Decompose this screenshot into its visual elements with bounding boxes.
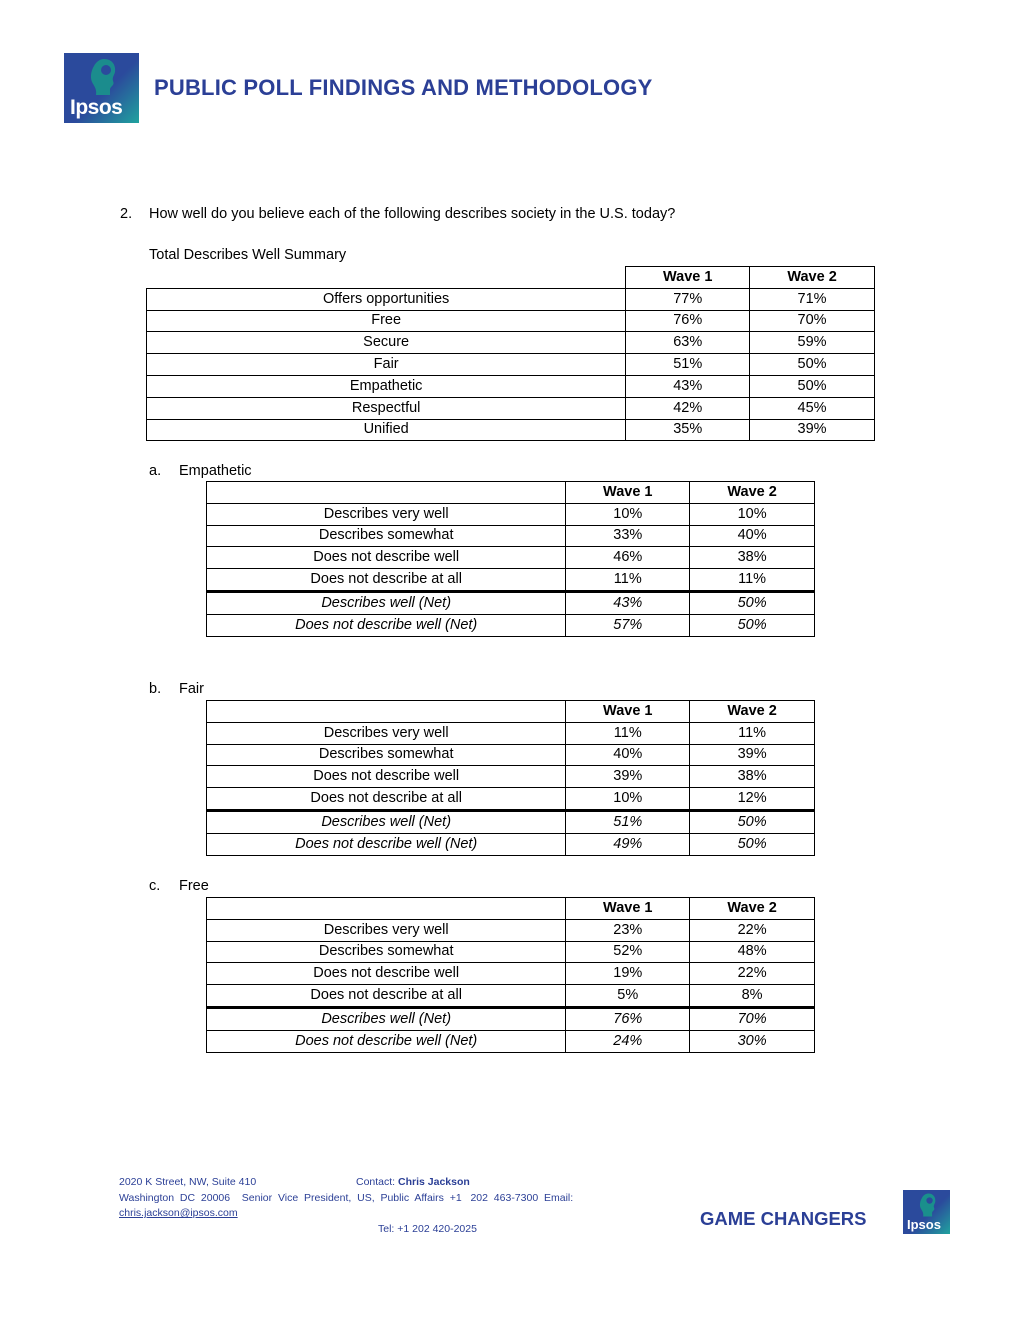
cell-wave2: 59% bbox=[750, 332, 875, 354]
column-header: Wave 1 bbox=[626, 267, 750, 289]
cell-wave1: 46% bbox=[566, 547, 690, 569]
blank-header-cell bbox=[207, 701, 566, 723]
cell-wave1: 11% bbox=[566, 569, 690, 592]
cell-wave1: 10% bbox=[566, 503, 690, 525]
cell-wave2: 50% bbox=[690, 833, 815, 855]
row-label: Describes very well bbox=[207, 919, 566, 941]
row-label: Empathetic bbox=[147, 375, 626, 397]
blank-header-cell bbox=[207, 898, 566, 920]
column-header: Wave 1 bbox=[566, 898, 690, 920]
net-row bbox=[207, 1030, 815, 1052]
section-title: Fair bbox=[179, 681, 204, 697]
footer-tel: Tel: +1 202 420-2025 bbox=[378, 1223, 477, 1235]
row-label: Does not describe well bbox=[207, 547, 566, 569]
table-row bbox=[207, 569, 815, 592]
blank-header-cell bbox=[147, 267, 626, 289]
cell-wave2: 50% bbox=[750, 354, 875, 376]
cell-wave2: 30% bbox=[690, 1030, 815, 1052]
cell-wave1: 24% bbox=[566, 1030, 690, 1052]
summary-caption: Total Describes Well Summary bbox=[149, 247, 347, 263]
section-letter: c. bbox=[149, 878, 161, 894]
contact-label: Contact: bbox=[356, 1176, 396, 1188]
cell-wave2: 71% bbox=[750, 288, 875, 310]
cell-wave2: 50% bbox=[690, 810, 815, 833]
cell-wave2: 39% bbox=[690, 744, 815, 766]
section-letter: a. bbox=[149, 463, 162, 479]
row-label: Respectful bbox=[147, 397, 626, 419]
table-row bbox=[147, 419, 875, 441]
cell-wave1: 39% bbox=[566, 766, 690, 788]
cell-wave2: 70% bbox=[690, 1007, 815, 1030]
cell-wave2: 50% bbox=[690, 591, 815, 614]
table-row bbox=[207, 919, 815, 941]
section-title: Empathetic bbox=[179, 463, 252, 479]
row-label: Describes somewhat bbox=[207, 744, 566, 766]
table-row bbox=[207, 722, 815, 744]
table-row bbox=[147, 354, 875, 376]
net-row bbox=[207, 591, 815, 614]
table-row bbox=[147, 375, 875, 397]
cell-wave1: 42% bbox=[626, 397, 750, 419]
row-label: Describes very well bbox=[207, 503, 566, 525]
cell-wave2: 50% bbox=[750, 375, 875, 397]
footer-address-line1: 2020 K Street, NW, Suite 410 bbox=[119, 1176, 257, 1188]
contact-name: Chris Jackson bbox=[398, 1176, 470, 1188]
table-row bbox=[147, 397, 875, 419]
table-row bbox=[207, 788, 815, 811]
section-letter: b. bbox=[149, 681, 162, 697]
row-label: Fair bbox=[147, 354, 626, 376]
email-link[interactable]: chris.jackson@ipsos.com bbox=[119, 1207, 238, 1219]
row-label: Describes somewhat bbox=[207, 941, 566, 963]
question-number: 2. bbox=[120, 206, 133, 222]
table-row bbox=[147, 288, 875, 310]
table-header-row bbox=[207, 898, 815, 920]
page-title: PUBLIC POLL FINDINGS AND METHODOLOGY bbox=[154, 75, 653, 100]
section-c-caption bbox=[149, 878, 209, 894]
section-b-caption bbox=[149, 681, 204, 697]
cell-wave1: 63% bbox=[626, 332, 750, 354]
table-row bbox=[207, 985, 815, 1008]
cell-wave1: 23% bbox=[566, 919, 690, 941]
cell-wave1: 10% bbox=[566, 788, 690, 811]
cell-wave1: 43% bbox=[626, 375, 750, 397]
cell-wave1: 52% bbox=[566, 941, 690, 963]
section-title: Free bbox=[179, 878, 209, 894]
cell-wave1: 76% bbox=[566, 1007, 690, 1030]
column-header: Wave 2 bbox=[690, 482, 815, 504]
cell-wave1: 51% bbox=[566, 810, 690, 833]
table-row bbox=[207, 503, 815, 525]
row-label: Unified bbox=[147, 419, 626, 441]
ipsos-logo bbox=[64, 53, 139, 123]
net-row bbox=[207, 614, 815, 636]
summary-table bbox=[146, 266, 875, 441]
cell-wave2: 11% bbox=[690, 722, 815, 744]
cell-wave2: 38% bbox=[690, 547, 815, 569]
row-label: Does not describe well (Net) bbox=[207, 833, 566, 855]
column-header: Wave 2 bbox=[690, 898, 815, 920]
cell-wave2: 40% bbox=[690, 525, 815, 547]
table-row bbox=[207, 744, 815, 766]
row-label: Does not describe at all bbox=[207, 985, 566, 1008]
cell-wave2: 70% bbox=[750, 310, 875, 332]
row-label: Does not describe well (Net) bbox=[207, 614, 566, 636]
section-c-table bbox=[206, 897, 815, 1053]
cell-wave2: 38% bbox=[690, 766, 815, 788]
cell-wave2: 50% bbox=[690, 614, 815, 636]
row-label: Describes somewhat bbox=[207, 525, 566, 547]
section-b-table bbox=[206, 700, 815, 856]
row-label: Offers opportunities bbox=[147, 288, 626, 310]
cell-wave1: 19% bbox=[566, 963, 690, 985]
cell-wave1: 76% bbox=[626, 310, 750, 332]
table-row bbox=[207, 766, 815, 788]
cell-wave1: 35% bbox=[626, 419, 750, 441]
row-label: Does not describe at all bbox=[207, 788, 566, 811]
logo-wordmark: Ipsos bbox=[907, 1217, 941, 1232]
column-header: Wave 1 bbox=[566, 482, 690, 504]
row-label: Does not describe well bbox=[207, 766, 566, 788]
row-label: Does not describe at all bbox=[207, 569, 566, 592]
net-row bbox=[207, 1007, 815, 1030]
row-label: Free bbox=[147, 310, 626, 332]
cell-wave2: 12% bbox=[690, 788, 815, 811]
cell-wave1: 51% bbox=[626, 354, 750, 376]
net-row bbox=[207, 810, 815, 833]
cell-wave1: 43% bbox=[566, 591, 690, 614]
question-text: How well do you believe each of the following describes society in the U.S. today? bbox=[149, 206, 676, 222]
cell-wave1: 40% bbox=[566, 744, 690, 766]
row-label: Describes well (Net) bbox=[207, 591, 566, 614]
cell-wave2: 8% bbox=[690, 985, 815, 1008]
cell-wave2: 45% bbox=[750, 397, 875, 419]
blank-header-cell bbox=[207, 482, 566, 504]
table-header-row bbox=[147, 267, 875, 289]
footer-address-line2: Washington DC 20006 Senior Vice President, US, Public Affairs +1 202 463-7300 Email: bbox=[119, 1192, 574, 1204]
row-label: Does not describe well (Net) bbox=[207, 1030, 566, 1052]
section-a-table bbox=[206, 481, 815, 637]
row-label: Describes very well bbox=[207, 722, 566, 744]
table-row bbox=[207, 525, 815, 547]
cell-wave2: 22% bbox=[690, 963, 815, 985]
ipsos-head-icon bbox=[914, 1191, 940, 1219]
section-a-caption bbox=[149, 463, 252, 479]
logo-wordmark: Ipsos bbox=[70, 96, 123, 119]
cell-wave2: 11% bbox=[690, 569, 815, 592]
footer-contact bbox=[356, 1176, 470, 1188]
table-header-row bbox=[207, 482, 815, 504]
table-row bbox=[207, 963, 815, 985]
cell-wave1: 11% bbox=[566, 722, 690, 744]
net-row bbox=[207, 833, 815, 855]
table-header-row bbox=[207, 701, 815, 723]
row-label: Secure bbox=[147, 332, 626, 354]
table-row bbox=[147, 332, 875, 354]
cell-wave1: 49% bbox=[566, 833, 690, 855]
question bbox=[120, 206, 675, 222]
column-header: Wave 2 bbox=[750, 267, 875, 289]
cell-wave2: 48% bbox=[690, 941, 815, 963]
row-label: Does not describe well bbox=[207, 963, 566, 985]
table-row bbox=[147, 310, 875, 332]
row-label: Describes well (Net) bbox=[207, 1007, 566, 1030]
cell-wave1: 5% bbox=[566, 985, 690, 1008]
footer-email-wrap bbox=[119, 1207, 238, 1219]
table-row bbox=[207, 941, 815, 963]
table-row bbox=[207, 547, 815, 569]
column-header: Wave 2 bbox=[690, 701, 815, 723]
row-label: Describes well (Net) bbox=[207, 810, 566, 833]
cell-wave2: 22% bbox=[690, 919, 815, 941]
cell-wave2: 10% bbox=[690, 503, 815, 525]
ipsos-head-icon bbox=[82, 55, 122, 99]
cell-wave1: 33% bbox=[566, 525, 690, 547]
cell-wave1: 77% bbox=[626, 288, 750, 310]
column-header: Wave 1 bbox=[566, 701, 690, 723]
cell-wave2: 39% bbox=[750, 419, 875, 441]
tagline: GAME CHANGERS bbox=[700, 1208, 867, 1229]
ipsos-logo-small bbox=[903, 1190, 950, 1234]
cell-wave1: 57% bbox=[566, 614, 690, 636]
